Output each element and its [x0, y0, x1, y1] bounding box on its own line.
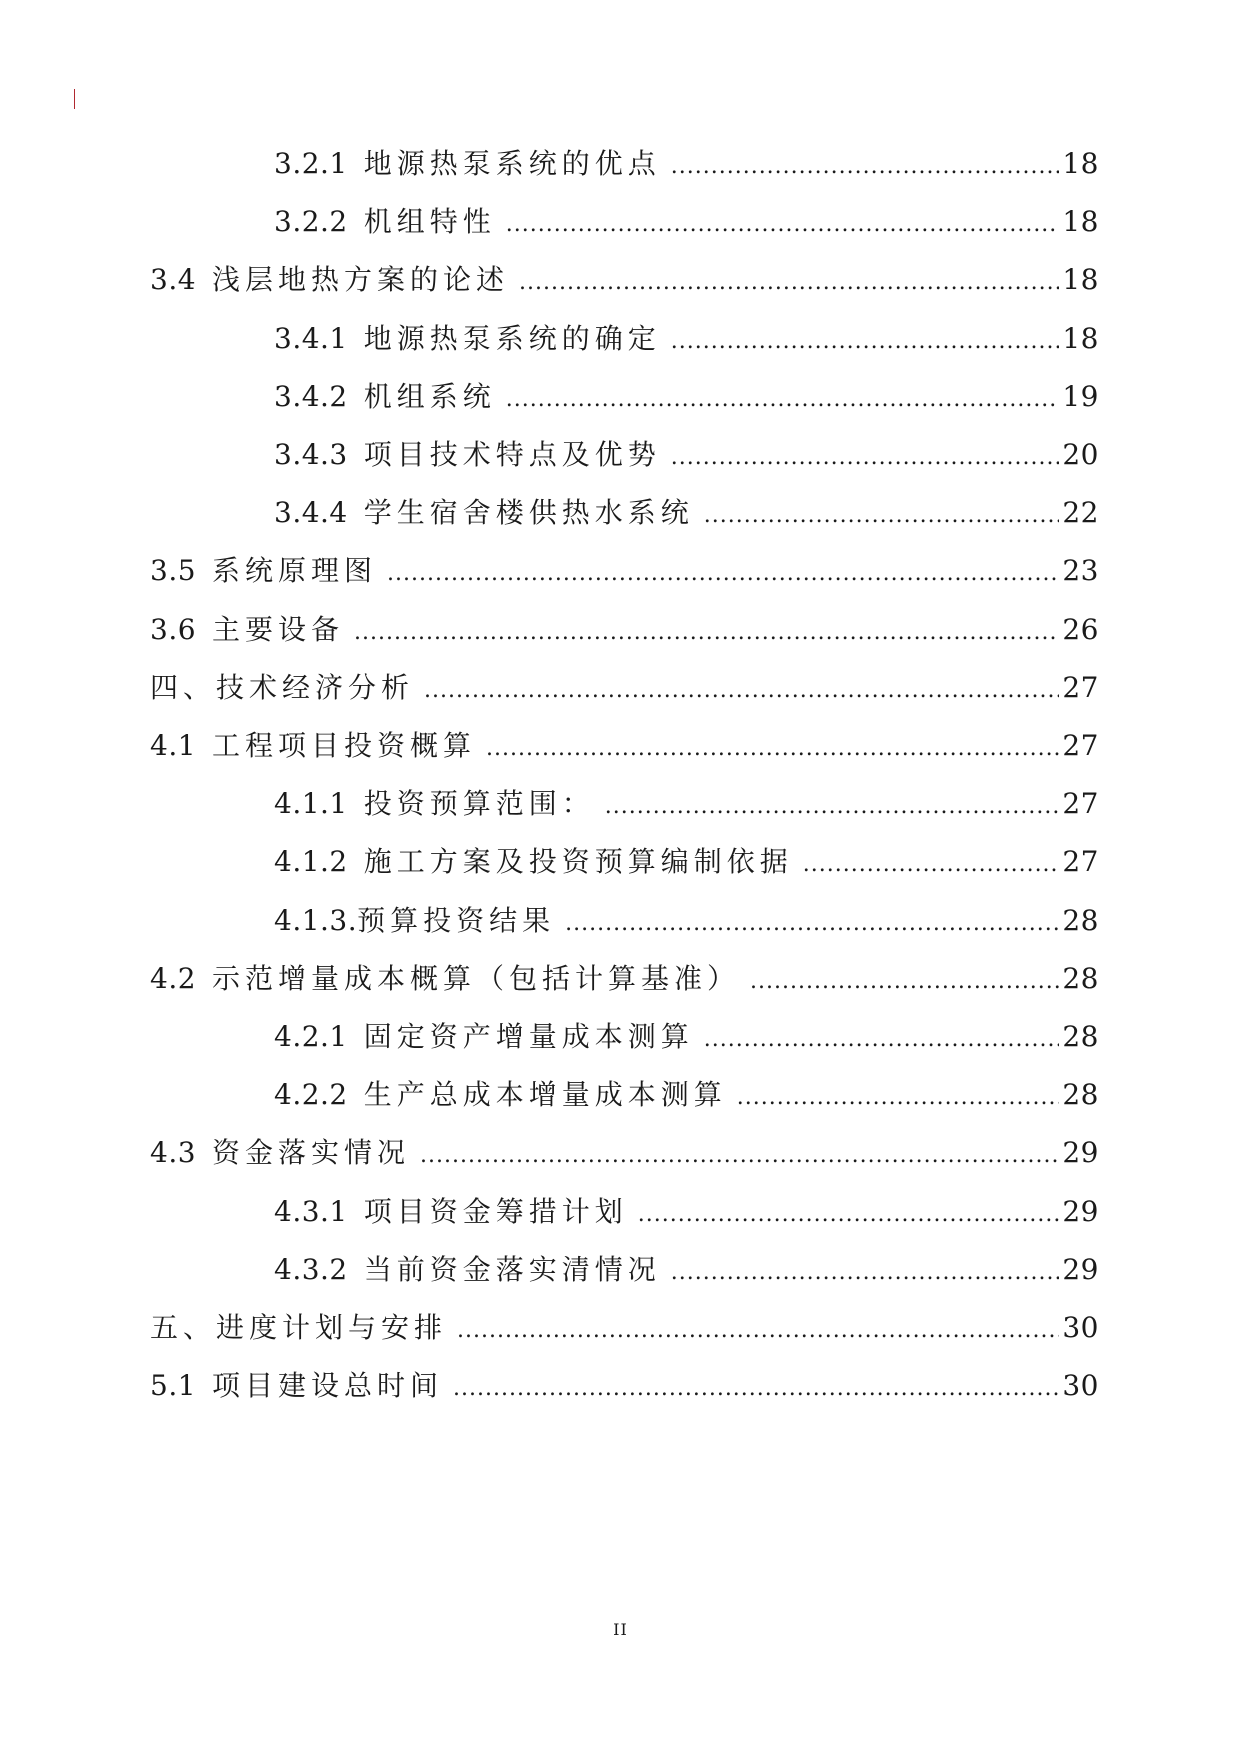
toc-entry-line: [274, 144, 1099, 184]
toc-entry-number: 4.3.1: [274, 1195, 348, 1228]
toc-entry-number: 4.3.2: [274, 1253, 348, 1286]
toc-dot-leader: [519, 263, 1059, 303]
toc-entry-title: 地源热泵系统的确定: [363, 322, 661, 355]
toc-entry-line: [150, 959, 1099, 999]
toc-dot-leader: [671, 438, 1060, 478]
toc-entry-number: 3.4.1: [274, 322, 348, 355]
toc-entry-title: 项目建设总时间: [212, 1369, 444, 1402]
toc-entry[interactable]: [0, 1192, 1241, 1232]
toc-entry-line: [274, 1192, 1099, 1232]
toc-entry-page: 20: [1062, 438, 1099, 471]
toc-entry-title: 项目资金筹措计划: [363, 1195, 628, 1228]
toc-entry-title: 投资预算范围：: [363, 787, 595, 820]
toc-entry-page: 28: [1062, 962, 1099, 995]
toc-dot-leader: [387, 554, 1059, 594]
toc-entry[interactable]: [0, 1308, 1241, 1348]
toc-entry-page: 27: [1062, 787, 1099, 820]
toc-entry-number: 4.1.3.: [274, 904, 358, 937]
toc-dot-leader: [565, 904, 1059, 944]
toc-entry-line: [274, 1075, 1099, 1115]
toc-entry-number: 4.2.1: [274, 1020, 348, 1053]
toc-entry-line: [274, 784, 1099, 824]
toc-entry[interactable]: [0, 668, 1241, 708]
toc-entry-number: 3.5: [150, 554, 197, 587]
toc-entry-page: 28: [1062, 1078, 1099, 1111]
toc-entry-page: 18: [1062, 147, 1099, 180]
toc-entry[interactable]: [0, 901, 1241, 941]
toc-entry[interactable]: [0, 260, 1241, 300]
toc-entry-page: 26: [1062, 613, 1099, 646]
toc-entry-title: 预算投资结果: [357, 904, 556, 937]
toc-entry[interactable]: [0, 1366, 1241, 1406]
toc-entry-line: [274, 1017, 1099, 1057]
toc-entry-number: 3.6: [150, 613, 197, 646]
toc-entry-line: [150, 610, 1099, 650]
toc-entry-title: 主要设备: [212, 613, 345, 646]
toc-entry-line: [274, 319, 1099, 359]
toc-dot-leader: [704, 1020, 1060, 1060]
toc-entry-number: 3.4: [150, 263, 197, 296]
toc-entry-title: 五、进度计划与安排: [150, 1311, 448, 1344]
toc-entry-number: 4.2: [150, 962, 197, 995]
toc-entry[interactable]: [0, 319, 1241, 359]
toc-dot-leader: [420, 1136, 1059, 1176]
toc-entry[interactable]: [0, 551, 1241, 591]
toc-entry-page: 22: [1062, 496, 1099, 529]
toc-entry-title: 四、技术经济分析: [150, 671, 415, 704]
toc-entry-title: 机组特性: [363, 205, 496, 238]
toc-dot-leader: [486, 729, 1059, 769]
toc-entry[interactable]: [0, 144, 1241, 184]
toc-entry[interactable]: [0, 726, 1241, 766]
toc-entry-line: [274, 901, 1099, 941]
toc-entry[interactable]: [0, 1133, 1241, 1173]
toc-entry-page: 29: [1062, 1253, 1099, 1286]
toc-entry[interactable]: [0, 202, 1241, 242]
toc-entry-number: 5.1: [150, 1369, 197, 1402]
toc-entry-page: 23: [1062, 554, 1099, 587]
toc-dot-leader: [671, 322, 1060, 362]
toc-entry-line: [274, 842, 1099, 882]
toc-entry-line: [150, 1366, 1099, 1406]
toc-entry-title: 地源热泵系统的优点: [363, 147, 661, 180]
toc-entry-number: 4.1: [150, 729, 197, 762]
toc-entry-page: 30: [1062, 1311, 1099, 1344]
toc-entry-title: 固定资产增量成本测算: [363, 1020, 694, 1053]
toc-dot-leader: [453, 1369, 1059, 1409]
toc-entry-title: 资金落实情况: [212, 1136, 411, 1169]
toc-entry-number: 4.1.1: [274, 787, 348, 820]
toc-entry-line: [150, 1308, 1099, 1348]
toc-entry-title: 项目技术特点及优势: [363, 438, 661, 471]
toc-dot-leader: [457, 1311, 1059, 1351]
toc-entry-line: [274, 493, 1099, 533]
toc-entry[interactable]: [0, 959, 1241, 999]
toc-dot-leader: [638, 1195, 1060, 1235]
page-number: II: [613, 1620, 628, 1639]
toc-entry-page: 27: [1062, 729, 1099, 762]
toc-entry-page: 30: [1062, 1369, 1099, 1402]
toc-entry-title: 施工方案及投资预算编制依据: [363, 845, 793, 878]
toc-entry-number: 4.2.2: [274, 1078, 348, 1111]
toc-dot-leader: [737, 1078, 1060, 1118]
toc-entry-line: [150, 1133, 1099, 1173]
toc-entry-number: 3.2.1: [274, 147, 348, 180]
toc-entry-line: [274, 202, 1099, 242]
toc-entry-number: 3.4.3: [274, 438, 348, 471]
toc-entry-page: 19: [1062, 380, 1099, 413]
toc-entry-line: [274, 1250, 1099, 1290]
toc-dot-leader: [506, 205, 1060, 245]
toc-dot-leader: [605, 787, 1060, 827]
toc-entry-title: 当前资金落实清情况: [363, 1253, 661, 1286]
toc-dot-leader: [354, 613, 1059, 653]
toc-dot-leader: [704, 496, 1060, 536]
toc-entry-title: 系统原理图: [212, 554, 378, 587]
toc-entry-line: [150, 726, 1099, 766]
toc-dot-leader: [750, 962, 1059, 1002]
toc-entry[interactable]: [0, 784, 1241, 824]
toc-entry[interactable]: [0, 842, 1241, 882]
toc-entry-page: 18: [1062, 263, 1099, 296]
toc-entry-number: 3.4.4: [274, 496, 348, 529]
toc-entry-line: [274, 377, 1099, 417]
toc-entry-number: 4.1.2: [274, 845, 348, 878]
toc-entry-line: [150, 551, 1099, 591]
toc-entry-page: 28: [1062, 1020, 1099, 1053]
toc-entry-page: 27: [1062, 671, 1099, 704]
toc-entry-number: 3.2.2: [274, 205, 348, 238]
toc-entry-title: 浅层地热方案的论述: [212, 263, 510, 296]
toc-entry-title: 学生宿舍楼供热水系统: [363, 496, 694, 529]
toc-entry[interactable]: [0, 1250, 1241, 1290]
toc-entry-page: 28: [1062, 904, 1099, 937]
toc-entry-line: [150, 668, 1099, 708]
toc-entry-title: 生产总成本增量成本测算: [363, 1078, 727, 1111]
toc-entry-page: 29: [1062, 1195, 1099, 1228]
toc-entry[interactable]: [0, 435, 1241, 475]
toc-entry-title: 工程项目投资概算: [212, 729, 477, 762]
toc-entry[interactable]: [0, 1075, 1241, 1115]
toc-entry-line: [150, 260, 1099, 300]
toc-entry-page: 18: [1062, 322, 1099, 355]
toc-entry-title: 机组系统: [363, 380, 496, 413]
toc-dot-leader: [671, 1253, 1060, 1293]
toc-entry-page: 18: [1062, 205, 1099, 238]
toc-entry-page: 29: [1062, 1136, 1099, 1169]
toc-entry-number: 3.4.2: [274, 380, 348, 413]
toc-entry-line: [274, 435, 1099, 475]
toc-entry-page: 27: [1062, 845, 1099, 878]
toc-dot-leader: [424, 671, 1059, 711]
toc-dot-leader: [803, 845, 1060, 885]
toc-dot-leader: [506, 380, 1060, 420]
toc-entry-number: 4.3: [150, 1136, 197, 1169]
toc-entry[interactable]: [0, 493, 1241, 533]
toc-dot-leader: [671, 147, 1060, 187]
toc-entry[interactable]: [0, 1017, 1241, 1057]
toc-entry[interactable]: [0, 377, 1241, 417]
toc-entry-title: 示范增量成本概算（包括计算基准）: [212, 962, 741, 995]
toc-entry[interactable]: [0, 610, 1241, 650]
